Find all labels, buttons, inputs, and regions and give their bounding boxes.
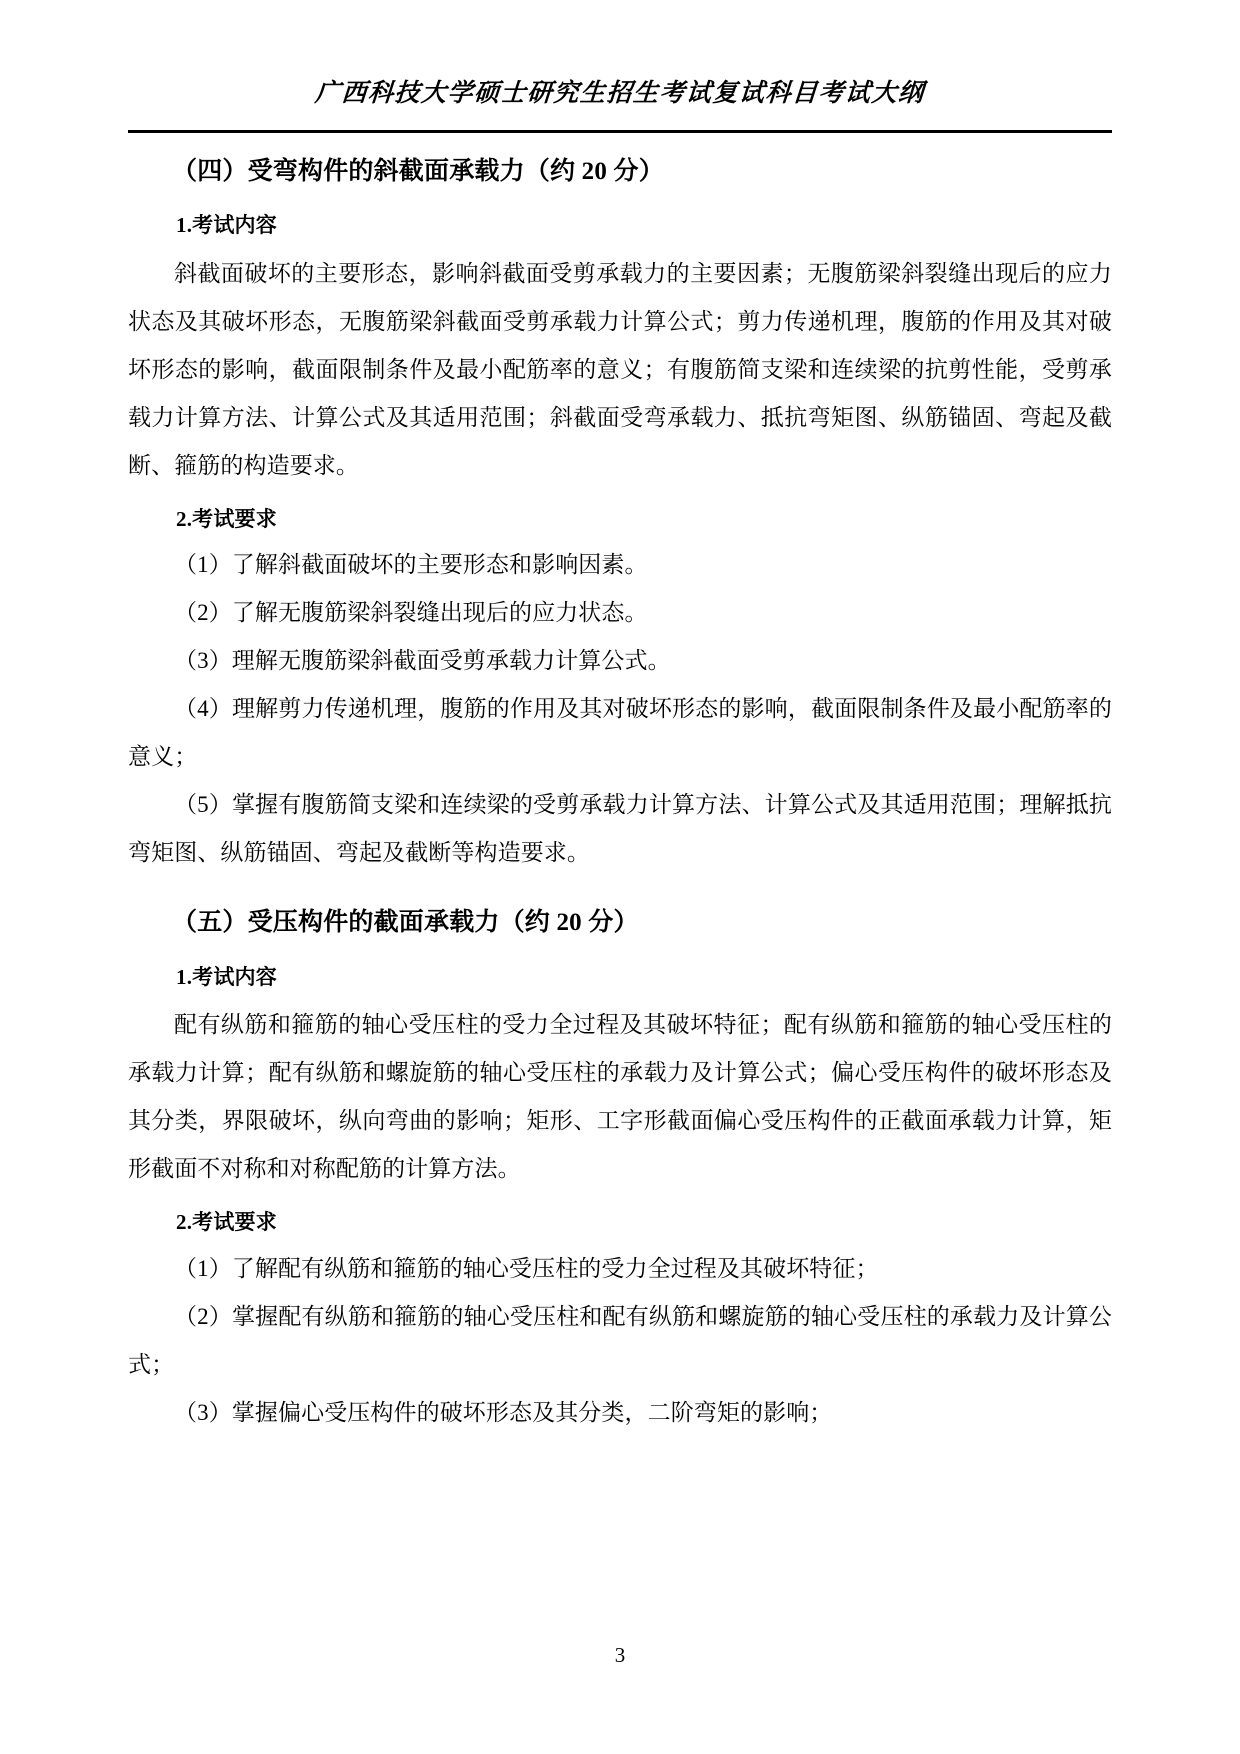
section-4-content-subheading: 1.考试内容: [176, 213, 277, 238]
section-4-requirement-item: （5）掌握有腹筋简支梁和连续梁的受剪承载力计算方法、计算公式及其适用范围；理解抵抗弯矩图、纵筋锚固、弯起及截断等构造要求。: [128, 792, 1112, 866]
section-4-requirement-item: （2）了解无腹筋梁斜裂缝出现后的应力状态。: [174, 600, 648, 626]
section-5-content-subheading: 1.考试内容: [176, 964, 277, 989]
section-4-requirement-item: （3）理解无腹筋梁斜截面受剪承载力计算公式。: [174, 648, 671, 674]
document-body: [128, 146, 1112, 1437]
section-4-requirement-subheading: 2.考试要求: [176, 506, 277, 531]
page-number: 3: [614, 1643, 626, 1667]
section-5-requirement-subheading: 2.考试要求: [176, 1210, 277, 1234]
section-5-requirement-item: （1）了解配有纵筋和箍筋的轴心受压柱的受力全过程及其破坏特征；: [174, 1255, 879, 1281]
header-title: 广西科技大学硕士研究生招生考试复试科目考试大纲: [314, 78, 926, 107]
section-heading-4: （四）受弯构件的斜截面承载力（约 20 分）: [172, 158, 664, 185]
running-header: [128, 78, 1112, 108]
section-4-requirement-item: （4）理解剪力传递机理，腹筋的作用及其对破坏形态的影响，截面限制条件及最小配筋率的意义；: [128, 696, 1112, 770]
section-heading-5: （五）受压构件的截面承载力（约 20 分）: [172, 909, 639, 937]
section-5-content-paragraph: 配有纵筋和箍筋的轴心受压柱的受力全过程及其破坏特征；配有纵筋和箍筋的轴心受压柱的承载力计算；配有纵筋和螺旋筋的轴心受压柱的承载力及计算公式；偏心受压构件的破坏形态及其分类，界限破坏，纵向弯曲的影响；矩形、工字形截面偏心受压构件的正截面承载力计算，矩形截面不对称和对称配筋的计算方法。: [128, 1012, 1112, 1181]
section-4-requirement-item: （1）了解斜截面破坏的主要形态和影响因素。: [174, 552, 648, 578]
section-5-requirement-item: （2）掌握配有纵筋和箍筋的轴心受压柱和配有纵筋和螺旋筋的轴心受压柱的承载力及计算公式；: [128, 1303, 1112, 1377]
section-4-content-paragraph: 斜截面破坏的主要形态，影响斜截面受剪承载力的主要因素；无腹筋梁斜裂缝出现后的应力状态及其破坏形态，无腹筋梁斜截面受剪承载力计算公式；剪力传递机理，腹筋的作用及其对破坏形态的影响，截面限制条件及最小配筋率的意义；有腹筋简支梁和连续梁的抗剪性能，受剪承载力计算方法、计算公式及其适用范围；斜截面受弯承载力、抵抗弯矩图、纵筋锚固、弯起及截断、箍筋的构造要求。: [128, 260, 1112, 478]
section-5-requirement-item: （3）掌握偏心受压构件的破坏形态及其分类，二阶弯矩的影响；: [174, 1399, 833, 1425]
header-divider-rule: [128, 130, 1112, 133]
